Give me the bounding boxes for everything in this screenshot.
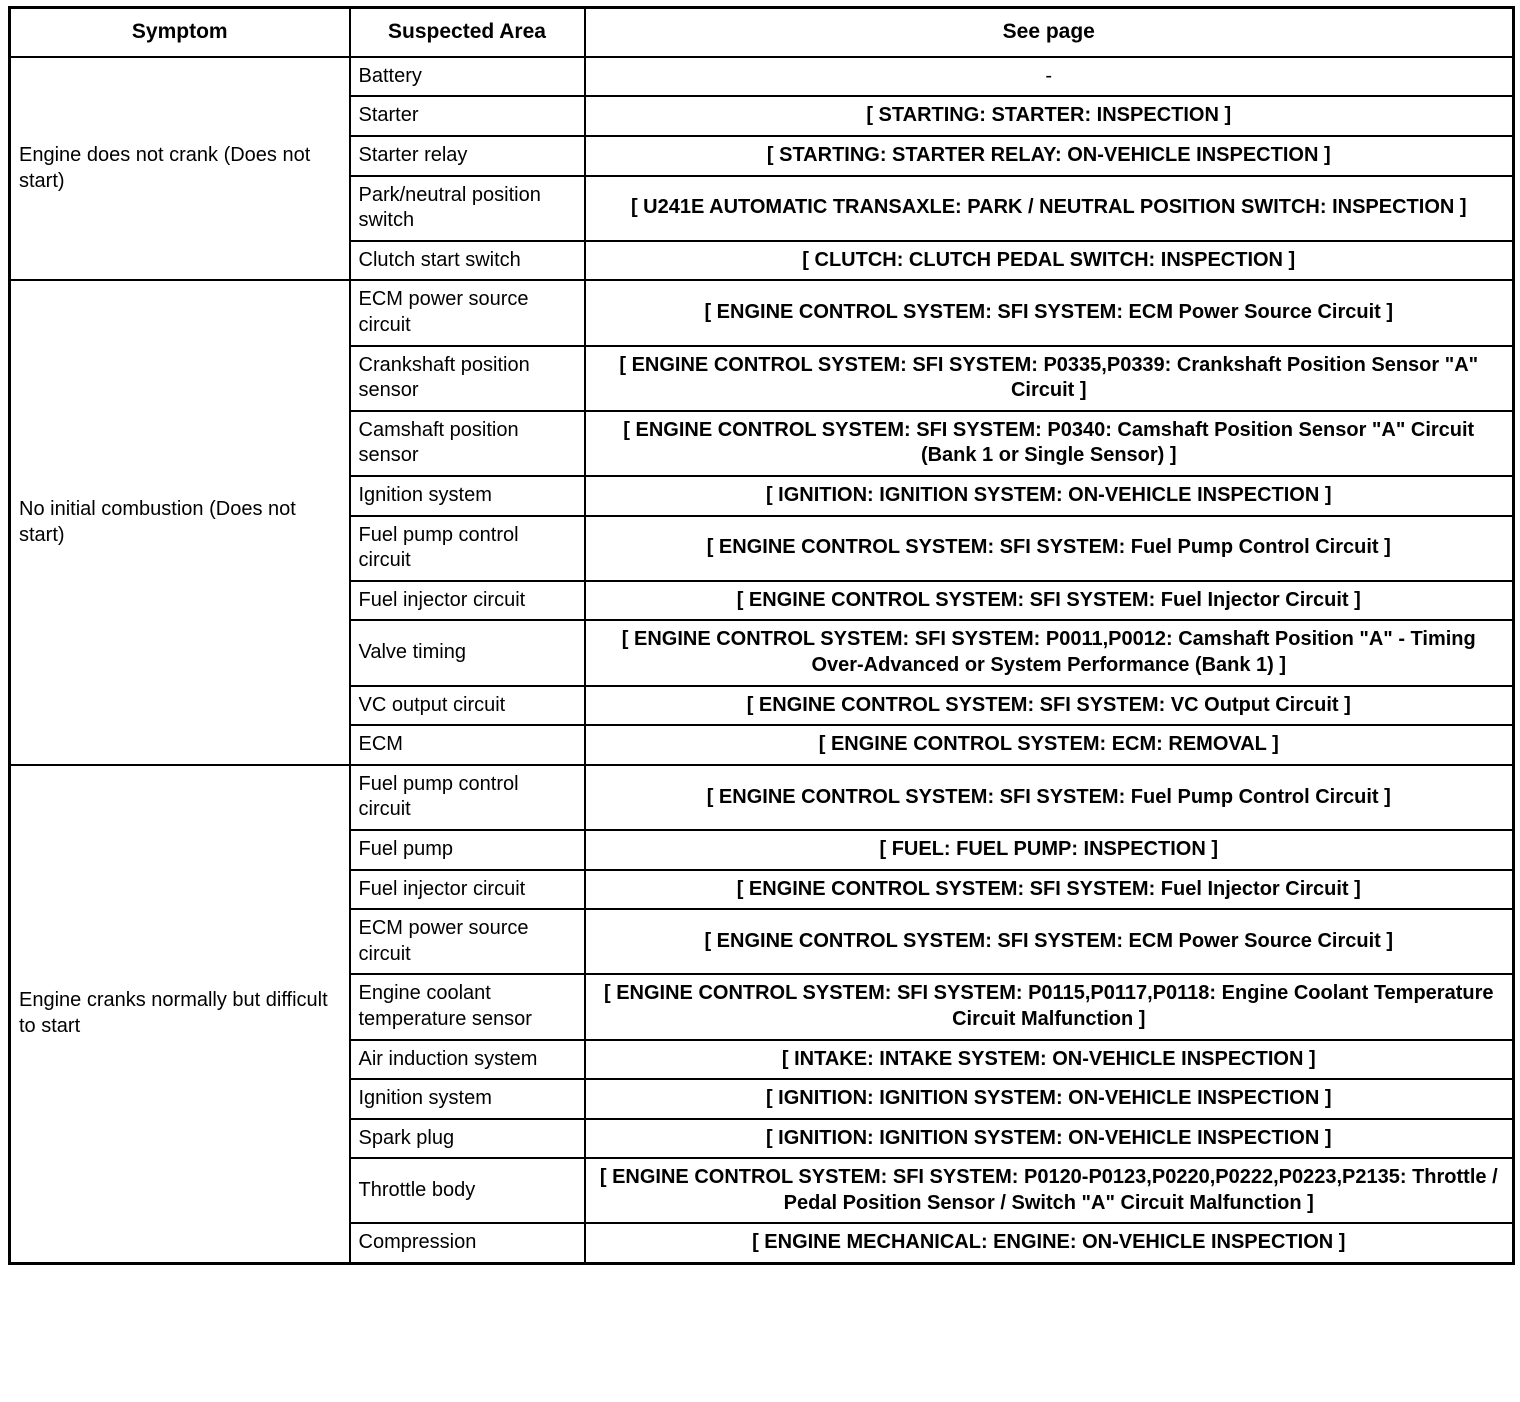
see-page-cell: [ ENGINE CONTROL SYSTEM: SFI SYSTEM: P0120-P0123,P0220,P0222,P0223,P2135: Throttle / Pedal Position Sensor / Switch "A" Circuit Malfunction ] — [585, 1158, 1514, 1223]
suspected-area-cell: Fuel injector circuit — [350, 581, 585, 621]
suspected-area-cell: Fuel injector circuit — [350, 870, 585, 910]
suspected-area-cell: Spark plug — [350, 1119, 585, 1159]
suspected-area-cell: ECM power source circuit — [350, 280, 585, 345]
see-page-cell: [ ENGINE CONTROL SYSTEM: SFI SYSTEM: ECM Power Source Circuit ] — [585, 280, 1514, 345]
suspected-area-cell: Compression — [350, 1223, 585, 1263]
symptom-cell — [10, 280, 350, 764]
symptom-text: Engine cranks normally but difficult to start — [19, 989, 328, 1037]
see-page-cell: [ INTAKE: INTAKE SYSTEM: ON-VEHICLE INSPECTION ] — [585, 1040, 1514, 1080]
see-page-cell: [ ENGINE MECHANICAL: ENGINE: ON-VEHICLE INSPECTION ] — [585, 1223, 1514, 1263]
suspected-area-cell: Park/neutral position switch — [350, 176, 585, 241]
symptom-text: No initial combustion (Does not start) — [19, 498, 296, 546]
see-page-cell: [ FUEL: FUEL PUMP: INSPECTION ] — [585, 830, 1514, 870]
see-page-cell: [ STARTING: STARTER RELAY: ON-VEHICLE INSPECTION ] — [585, 136, 1514, 176]
diagnostic-trouble-table — [8, 6, 1515, 1265]
table-row — [10, 280, 1514, 345]
symptom-cell — [10, 57, 350, 281]
see-page-cell: [ U241E AUTOMATIC TRANSAXLE: PARK / NEUTRAL POSITION SWITCH: INSPECTION ] — [585, 176, 1514, 241]
symptom-text: Engine does not crank (Does not start) — [19, 144, 311, 192]
see-page-cell: [ CLUTCH: CLUTCH PEDAL SWITCH: INSPECTION ] — [585, 241, 1514, 281]
see-page-cell: [ ENGINE CONTROL SYSTEM: SFI SYSTEM: Fuel Pump Control Circuit ] — [585, 516, 1514, 581]
suspected-area-cell: Fuel pump — [350, 830, 585, 870]
suspected-area-cell: VC output circuit — [350, 686, 585, 726]
suspected-area-cell: Camshaft position sensor — [350, 411, 585, 476]
suspected-area-cell: Ignition system — [350, 476, 585, 516]
suspected-area-cell: Starter relay — [350, 136, 585, 176]
see-page-cell: [ ENGINE CONTROL SYSTEM: SFI SYSTEM: VC Output Circuit ] — [585, 686, 1514, 726]
suspected-area-cell: Air induction system — [350, 1040, 585, 1080]
see-page-cell: [ ENGINE CONTROL SYSTEM: SFI SYSTEM: Fuel Pump Control Circuit ] — [585, 765, 1514, 830]
see-page-cell: [ ENGINE CONTROL SYSTEM: SFI SYSTEM: Fuel Injector Circuit ] — [585, 581, 1514, 621]
see-page-cell: [ IGNITION: IGNITION SYSTEM: ON-VEHICLE INSPECTION ] — [585, 1119, 1514, 1159]
suspected-area-cell: Battery — [350, 57, 585, 97]
see-page-cell: - — [585, 57, 1514, 97]
suspected-area-cell: Valve timing — [350, 620, 585, 685]
column-header-suspected-area: Suspected Area — [350, 8, 585, 57]
table-row — [10, 765, 1514, 830]
see-page-cell: [ ENGINE CONTROL SYSTEM: SFI SYSTEM: P0340: Camshaft Position Sensor "A" Circuit (Bank 1 or Single Sensor) ] — [585, 411, 1514, 476]
table-row — [10, 57, 1514, 97]
table-header — [10, 8, 1514, 57]
see-page-cell: [ STARTING: STARTER: INSPECTION ] — [585, 96, 1514, 136]
suspected-area-cell: Ignition system — [350, 1079, 585, 1119]
suspected-area-cell: Fuel pump control circuit — [350, 765, 585, 830]
suspected-area-cell: Fuel pump control circuit — [350, 516, 585, 581]
see-page-cell: [ ENGINE CONTROL SYSTEM: SFI SYSTEM: P0335,P0339: Crankshaft Position Sensor "A" Circuit ] — [585, 346, 1514, 411]
header-row — [10, 8, 1514, 57]
suspected-area-cell: Starter — [350, 96, 585, 136]
suspected-area-cell: Engine coolant temperature sensor — [350, 974, 585, 1039]
column-header-see-page: See page — [585, 8, 1514, 57]
column-header-symptom: Symptom — [10, 8, 350, 57]
suspected-area-cell: Crankshaft position sensor — [350, 346, 585, 411]
see-page-cell: [ ENGINE CONTROL SYSTEM: SFI SYSTEM: Fuel Injector Circuit ] — [585, 870, 1514, 910]
see-page-cell: [ ENGINE CONTROL SYSTEM: SFI SYSTEM: ECM Power Source Circuit ] — [585, 909, 1514, 974]
symptom-cell — [10, 765, 350, 1264]
see-page-cell: [ ENGINE CONTROL SYSTEM: SFI SYSTEM: P0011,P0012: Camshaft Position "A" - Timing Over-Advanced or System Performance (Bank 1) ] — [585, 620, 1514, 685]
suspected-area-cell: Throttle body — [350, 1158, 585, 1223]
suspected-area-cell: Clutch start switch — [350, 241, 585, 281]
see-page-cell: [ IGNITION: IGNITION SYSTEM: ON-VEHICLE INSPECTION ] — [585, 476, 1514, 516]
see-page-cell: [ IGNITION: IGNITION SYSTEM: ON-VEHICLE INSPECTION ] — [585, 1079, 1514, 1119]
see-page-cell: [ ENGINE CONTROL SYSTEM: SFI SYSTEM: P0115,P0117,P0118: Engine Coolant Temperature Circuit Malfunction ] — [585, 974, 1514, 1039]
suspected-area-cell: ECM — [350, 725, 585, 765]
suspected-area-cell: ECM power source circuit — [350, 909, 585, 974]
table-body — [10, 57, 1514, 1264]
see-page-cell: [ ENGINE CONTROL SYSTEM: ECM: REMOVAL ] — [585, 725, 1514, 765]
